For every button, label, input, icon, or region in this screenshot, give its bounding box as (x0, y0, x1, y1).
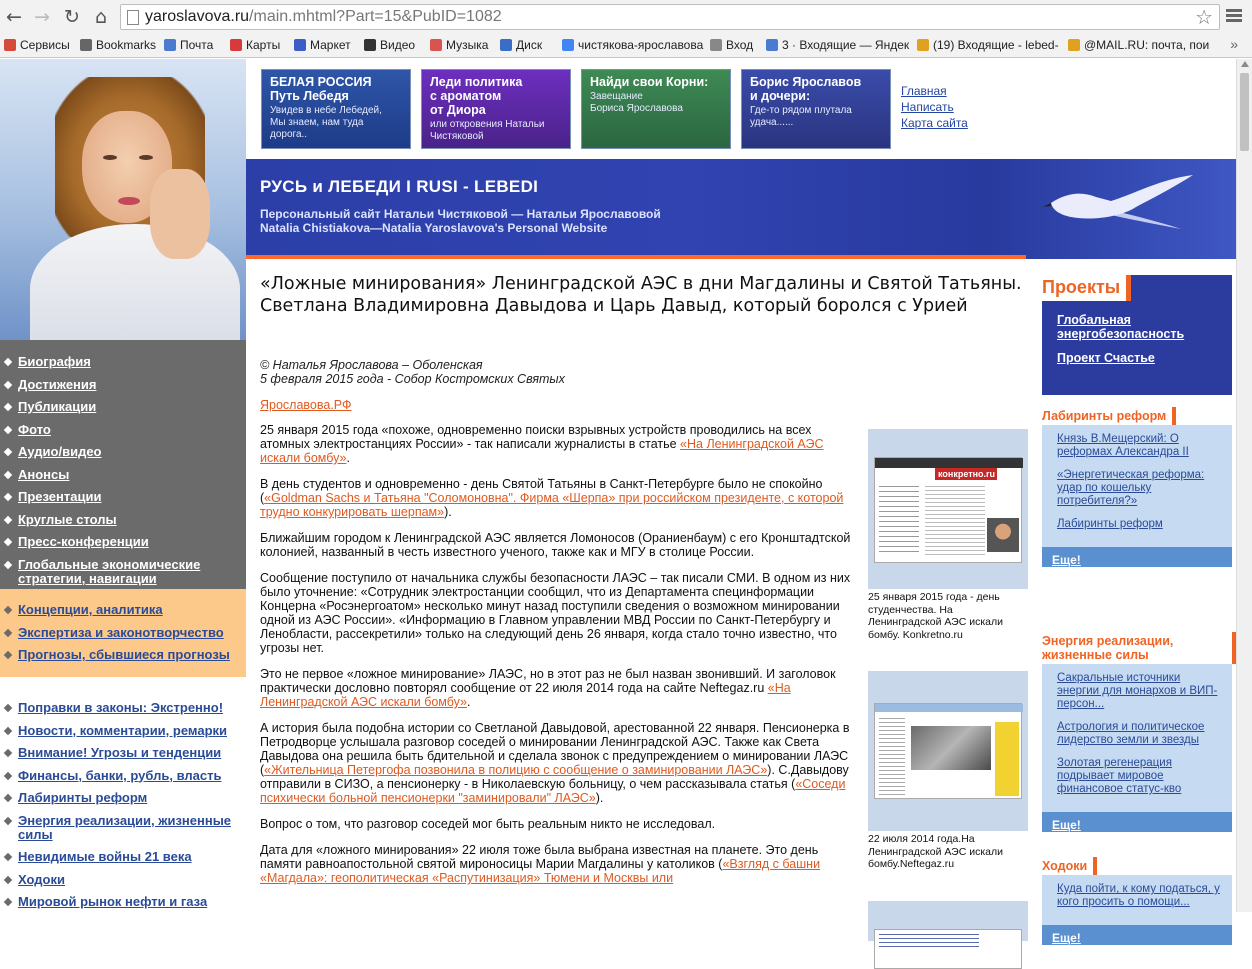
reload-icon[interactable]: ↻ (64, 6, 80, 28)
bookmark-item[interactable] (230, 37, 280, 53)
bookmark-label: чистякова-ярославова (578, 38, 704, 52)
nav-link[interactable]: Концепции, аналитика (0, 603, 246, 617)
address-bar[interactable] (120, 4, 1220, 30)
more-bar (1042, 812, 1232, 832)
section-heading: Энергия реализации, жизненные силы (1042, 632, 1232, 664)
site-title: РУСЬ и ЛЕБЕДИ I RUSI - LEBEDI (260, 177, 539, 196)
bookmark-label: (19) Входящие - lebed- (933, 38, 1059, 52)
paragraph: В день студентов и одновременно - день Святой Татьяны в Санкт-Петербурге было не спокойно («Goldman Sachs и Татьяна "Соломоновна". Фирма «Шерпа» при российском президенте, с которой трудно конкурировать шерпам»). (260, 477, 844, 519)
article (246, 259, 1026, 912)
article-link[interactable]: «Goldman Sachs и Татьяна "Соломоновна". Фирма «Шерпа» при российском президенте, с которой трудно конкурировать шерпам» (260, 491, 844, 519)
project-link[interactable]: Проект Счастье (1057, 351, 1155, 365)
author-photo (0, 59, 246, 340)
browser-menu-icon[interactable] (1224, 7, 1244, 27)
nav-link[interactable]: Невидимые войны 21 века (0, 850, 246, 864)
page-icon (710, 39, 722, 51)
section-link[interactable]: Золотая регенерация подрывает мировое финансовое статус-кво (1057, 757, 1182, 795)
back-arrow-icon[interactable]: ← (6, 6, 22, 28)
paragraph: 25 января 2015 года «похоже, одновременно поиски взрывных устройств проводились на всех атомных электростанциях России» - так написали журналисты в статье «На Ленинградской АЭС искали бомбу». (260, 423, 824, 465)
more-bookmarks-icon[interactable]: » (1230, 36, 1238, 52)
nav-link[interactable]: Финансы, банки, рубль, власть (0, 769, 246, 783)
section-link[interactable]: Лабиринты реформ (1057, 518, 1163, 530)
at-icon (917, 39, 929, 51)
write-link[interactable]: Написать (901, 100, 954, 114)
home-link[interactable]: Главная (901, 84, 947, 98)
bookmark-label: Bookmarks (96, 38, 157, 52)
bookmark-item[interactable] (1068, 37, 1209, 53)
projects-heading: Проекты (1042, 275, 1126, 301)
swan-icon (1041, 173, 1201, 233)
bookmark-item[interactable] (294, 37, 351, 53)
bookmark-item[interactable] (766, 37, 909, 53)
bookmark-star-icon[interactable]: ☆ (1195, 5, 1213, 29)
featured-box-sub: Завещание Бориса Ярославова (590, 91, 683, 114)
bookmark-item[interactable] (4, 37, 70, 53)
right-sidebar (1042, 275, 1232, 945)
left-sidebar (0, 340, 246, 912)
more-link[interactable]: Еще! (1052, 931, 1081, 945)
bookmark-item[interactable] (80, 37, 156, 53)
cart-icon (294, 39, 306, 51)
video-icon (364, 39, 376, 51)
article-link[interactable]: «Взгляд с башни «Магдала»: геополитическая «Распутинизация» Тюмени и Москвы или (260, 857, 821, 885)
more-bar (1042, 925, 1232, 945)
featured-box-sub: Увидев в небе Лебедей, Мы знаем, нам туда дорога.. (270, 105, 382, 140)
forward-arrow-icon[interactable]: → (34, 6, 50, 28)
more-link[interactable]: Еще! (1052, 553, 1081, 567)
article-body (260, 423, 856, 897)
section-link[interactable]: Сакральные источники энергии для монархов и ВИП-персон... (1057, 672, 1218, 710)
featured-box[interactable] (421, 69, 571, 149)
bookmark-label: Карты (246, 38, 281, 52)
nav-link[interactable]: Аудио/видео (0, 445, 246, 459)
music-icon (430, 39, 442, 51)
nav-link[interactable]: Круглые столы (0, 513, 246, 527)
bookmark-item[interactable] (562, 37, 703, 53)
bookmark-label: Видео (380, 38, 416, 52)
nav-link[interactable]: Презентации (0, 490, 246, 504)
bookmark-label: Почта (180, 38, 214, 52)
scrollbar-thumb[interactable] (1240, 73, 1249, 151)
map-pin-icon (230, 39, 242, 51)
thumbnail-caption: 22 июля 2014 года.На Ленинградской АЭС искали бомбу.Neftegaz.ru (868, 833, 1004, 870)
featured-box-title: Борис Ярославов и дочери: (750, 75, 862, 103)
nav-link[interactable]: Ходоки (0, 873, 246, 887)
bookmark-item[interactable] (364, 37, 415, 53)
nav-topics (0, 677, 246, 917)
nav-link[interactable]: Публикации (0, 400, 246, 414)
sitemap-link[interactable]: Карта сайта (901, 116, 968, 130)
nav-link[interactable]: Новости, комментарии, ремарки (0, 724, 246, 738)
section-link[interactable]: Князь В.Мещерский: О реформах Александра II (1057, 433, 1189, 458)
mail-icon (766, 39, 778, 51)
featured-box[interactable] (261, 69, 411, 149)
featured-box-title: БЕЛАЯ РОССИЯ Путь Лебедя (270, 75, 372, 103)
section-energy (1042, 632, 1232, 832)
article-title: «Ложные минирования» Ленинградской АЭС в дни Магдалины и Святой Татьяны. Светлана Владимировна Давыдова и Царь Давыд, который боролся с Урией (260, 274, 1022, 316)
site-subtitle: Персональный сайт Натальи Чистяковой — Натальи Ярославовой Natalia Chistiakova—Natalia Yaroslavova's Personal Website (260, 207, 661, 235)
featured-box-sub: или откровения Натальи Чистяковой (430, 119, 545, 142)
section-link[interactable]: Куда пойти, к кому податься, у кого просить о помощи... (1057, 883, 1220, 908)
google-icon (562, 39, 574, 51)
section-heading: Лабиринты реформ (1042, 407, 1172, 425)
article-byline: © Наталья Ярославова – Оболенская 5 февраля 2015 года - Собор Костромских Святых (260, 358, 565, 386)
article-link[interactable]: «Соседи психически больной пенсионерки "заминировали" ЛАЭС» (260, 777, 846, 805)
paragraph: Ближайшим городом к Ленинградской АЭС является Ломоносов (Ораниенбаум) с его Кронштадтской колонией, названный в честь известного ученого, также как и МГУ в столице России. (260, 531, 851, 559)
nav-link[interactable]: Анонсы (0, 468, 246, 482)
bookmark-item[interactable] (917, 37, 1059, 53)
thumbnail-image[interactable]: конкретно.ru (868, 429, 1028, 589)
nav-primary (0, 340, 246, 589)
bookmark-label: Музыка (446, 38, 489, 52)
nav-link[interactable]: Поправки в законы: Экстренно! (0, 701, 246, 715)
article-link[interactable]: «На Ленинградской АЭС искали бомбу» (260, 681, 791, 709)
featured-box[interactable] (741, 69, 891, 149)
bookmark-label: Маркет (310, 38, 351, 52)
mail-icon (164, 39, 176, 51)
paragraph: Это не первое «ложное минирование» ЛАЭС, но в этот раз не был назван звонивший. И заголовок практически дословно повторял сообщение от 22 июля 2014 года на сайте Neftegaz.ru «На Ленинградской АЭС искали бомбу». (260, 667, 836, 709)
bookmark-label: Диск (516, 38, 543, 52)
bookmark-item[interactable] (710, 37, 753, 53)
nav-link[interactable]: Фото (0, 423, 246, 437)
at-icon (1068, 39, 1080, 51)
section-heading: Ходоки (1042, 857, 1093, 875)
site-banner (246, 159, 1236, 259)
nav-link[interactable]: Достижения (0, 378, 246, 392)
featured-box-sub: Где-то рядом плутала удача...... (750, 105, 852, 128)
article-link[interactable]: «Жительница Петергофа позвонила в полицию с сообщение о заминировании ЛАЭС» (264, 763, 768, 777)
nav-link[interactable]: Лабиринты реформ (0, 791, 246, 805)
vertical-scrollbar[interactable] (1236, 59, 1252, 912)
url-text: yaroslavova.ru/main.mhtml?Part=15&PubID=1082 (145, 8, 502, 25)
bookmark-label: Вход (726, 38, 754, 52)
paragraph: Дата для «ложного минирования» 22 июля тоже была выбрана известная на планете. Это день памяти равноапостольной святой мироносицы Марии Магдалины у католиков («Взгляд с башни «Магдала»: геополитическая «Распутинизация» Тюмени и Москвы или (260, 843, 821, 885)
bookmark-label: Сервисы (20, 38, 70, 52)
nav-link[interactable]: Экспертиза и законотворчество (0, 626, 246, 640)
star-icon (80, 39, 92, 51)
disk-icon (500, 39, 512, 51)
page-icon (127, 10, 139, 25)
thumbnail-image[interactable] (868, 901, 1028, 941)
paragraph: Вопрос о том, что разговор соседей мог быть реальным никто не исследовал. (260, 817, 716, 831)
nav-link[interactable]: Прогнозы, сбывшиеся прогнозы (0, 648, 246, 662)
scroll-up-icon[interactable] (1241, 61, 1249, 67)
bookmark-label: @MAIL.RU: почта, пои (1084, 38, 1210, 52)
bookmark-label: 3 · Входящие — Яндек (782, 38, 910, 52)
more-bar (1042, 547, 1232, 567)
featured-box-title: Найди свои Корни: (590, 75, 709, 89)
apps-icon (4, 39, 16, 51)
nav-link[interactable]: Биография (0, 355, 246, 369)
section-link[interactable]: Астрология и политическое лидерство земли и звезды (1057, 721, 1205, 746)
thumbnail-image[interactable] (868, 671, 1028, 831)
featured-boxes (246, 59, 1236, 159)
article-link[interactable]: «На Ленинградской АЭС искали бомбу» (260, 437, 824, 465)
featured-box-title: Леди политика с ароматом от Диора (430, 75, 523, 117)
top-links (901, 83, 968, 131)
web-page (0, 59, 1236, 945)
project-link[interactable]: Глобальная энергобезопасность (1057, 313, 1185, 341)
thumbnail-caption: 25 января 2015 года - день студенчества. На Ленинградской АЭС искали бомбу. Konkretno.ru (868, 591, 1004, 641)
browser-chrome (0, 0, 1252, 58)
section-link[interactable]: «Энергетическая реформа: удар по кошельку потребителя?» (1057, 469, 1205, 507)
featured-box[interactable] (581, 69, 731, 149)
nav-analytics (0, 589, 246, 677)
nav-link[interactable]: Внимание! Угрозы и тенденции (0, 746, 246, 760)
browser-toolbar (0, 0, 1252, 34)
bookmark-item[interactable] (500, 37, 542, 53)
projects-box (1042, 275, 1232, 395)
bookmark-item[interactable] (164, 37, 213, 53)
paragraph: Сообщение поступило от начальника службы безопасности ЛАЭС – так писали СМИ. В одном из них было уточнение: «Сотрудник электростанции сообщил, что из Департамента специнформации Концерна «Росэнергоатом» несколько минут назад поступили сведения о возможном минировании одной из АЭС России». «Информацию в Главном управлении МВД России по Санкт-Петербургу и Ленобласти, рассекретили» только на следующий день 26 января, когда стало точно известно, что угрозы нет. (260, 571, 851, 655)
nav-link[interactable]: Энергия реализации, жизненные силы (0, 814, 246, 842)
home-icon[interactable]: ⌂ (94, 6, 108, 28)
bookmarks-bar (0, 34, 1252, 56)
site-link[interactable]: Ярославова.РФ (260, 398, 352, 412)
more-link[interactable]: Еще! (1052, 818, 1081, 832)
bookmark-item[interactable] (430, 37, 488, 53)
paragraph: А история была подобна истории со Светланой Давыдовой, арестованной 22 января. Пенсионерка в Петродворце услышала разговор соседей о минировании Ленинградской АЭС. Также как Света Давыдова она решила быть бдительной и сделала звонок с предупреждением о минировании ЛАЭС («Жительница Петергофа позвонила в полицию с сообщение о заминировании ЛАЭС»). С.Давыдову отправили в СИЗО, а пенсионерку - в Николаевскую больницу, о чем рассказывала статья («Соседи психически больной пенсионерки "заминировали" ЛАЭС»). (260, 721, 850, 805)
nav-link[interactable]: Глобальные экономические стратегии, навигации (0, 558, 246, 586)
nav-link[interactable]: Пресс-конференции (0, 535, 246, 549)
nav-link[interactable]: Мировой рынок нефти и газа (0, 895, 246, 909)
section-petitioners (1042, 855, 1232, 945)
section-reforms (1042, 405, 1232, 567)
